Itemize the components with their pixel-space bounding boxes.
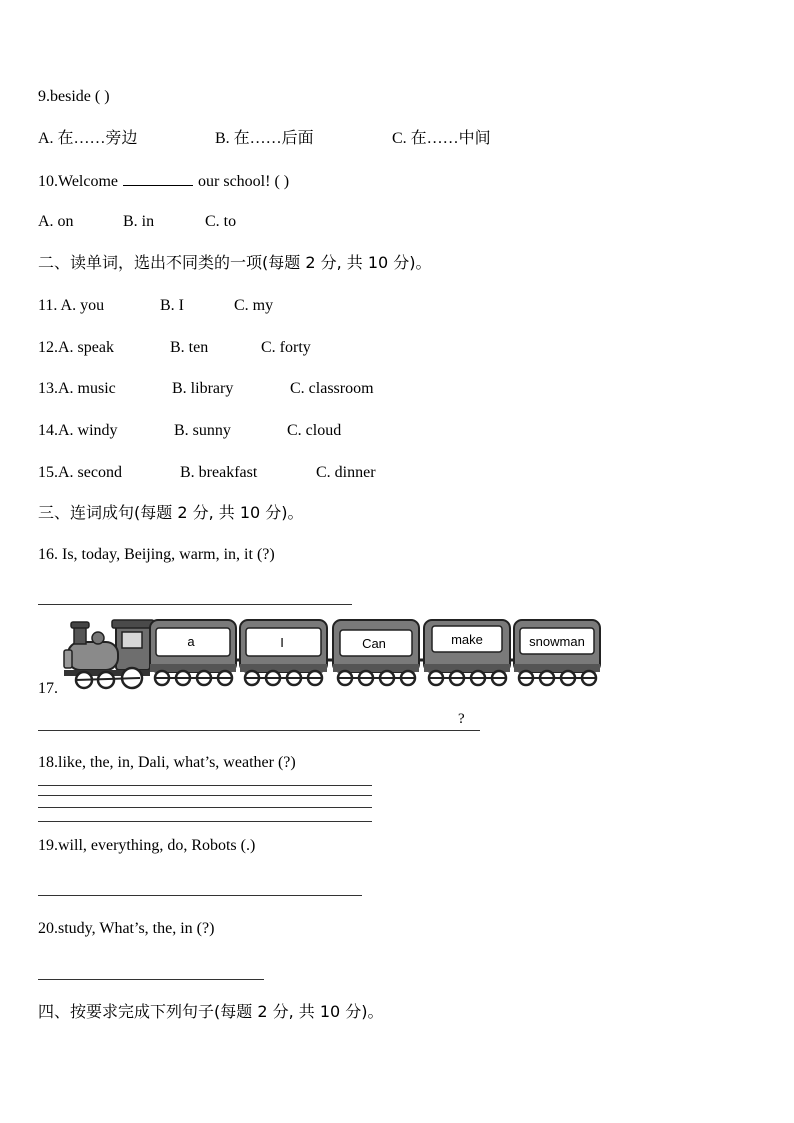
q11 [38,296,273,316]
train-car-1 [150,620,236,685]
q20-stem: 20.study, What’s, the, in (?) [38,920,215,937]
car-label-2: I [280,635,284,650]
q10-option-c: C. to [205,213,237,230]
q10-option-b: B. in [123,213,155,230]
q10-stem-before: 10.Welcome [38,173,123,190]
q15-option-c: C. dinner [316,464,376,481]
q10-blank [123,171,193,186]
q18-line-4 [38,821,372,822]
q14-option-c: C. cloud [287,422,342,439]
q16-answer-line[interactable] [38,604,352,605]
q15-option-a: 15.A. second [38,464,122,481]
q16-stem: 16. Is, today, Beijing, warm, in, it (?) [38,546,275,563]
section-2-title: 二、读单词，选出不同类的一项(每题 2 分, 共 10 分)。 [38,253,432,272]
train-car-4 [424,620,510,685]
q18-line-3 [38,807,372,808]
q13-option-b: B. library [172,380,234,397]
car-label-4: make [451,632,483,647]
q20-answer-line[interactable] [38,979,264,980]
q12-option-c: C. forty [261,339,311,356]
q9-options [38,129,491,149]
locomotive-icon [64,620,154,688]
q18-line-2 [38,795,372,796]
q10-option-a: A. on [38,213,74,230]
q9-option-a: A. 在……旁边 [38,130,138,147]
q17-answer-line[interactable] [38,730,480,731]
train-car-2 [240,620,327,685]
q18-line-1 [38,785,372,786]
q10-stem [38,171,289,192]
q13-option-c: C. classroom [290,380,374,397]
train-car-5 [514,620,600,685]
car-label-3: Can [362,636,386,651]
q12-option-b: B. ten [170,339,209,356]
q12-option-a: 12.A. speak [38,339,114,356]
q13-option-a: 13.A. music [38,380,116,397]
car-label-1: a [187,634,195,649]
q17-end-mark: ? [458,711,465,727]
q14 [38,421,341,441]
q12 [38,338,311,358]
q9-option-c: C. 在……中间 [392,130,491,147]
section-4-title: 四、按要求完成下列句子(每题 2 分, 共 10 分)。 [38,1002,384,1021]
q9-stem: 9.beside ( ) [38,88,110,105]
q19-stem: 19.will, everything, do, Robots (.) [38,837,256,854]
q11-option-a: 11. A. you [38,297,105,314]
q11-option-b: B. I [160,297,184,314]
q17-number: 17. [38,680,58,697]
section-3-title: 三、连词成句(每题 2 分, 共 10 分)。 [38,503,304,522]
car-label-5: snowman [529,634,585,649]
q10-stem-after: our school! ( ) [194,173,290,190]
q13 [38,379,374,399]
train-car-3 [333,620,419,685]
q14-option-a: 14.A. windy [38,422,118,439]
q9-option-b: B. 在……后面 [215,130,314,147]
q19-answer-line[interactable] [38,895,362,896]
q15-option-b: B. breakfast [180,464,258,481]
q15 [38,463,376,483]
q11-option-c: C. my [234,297,274,314]
q18-stem: 18.like, the, in, Dali, what’s, weather (?) [38,754,296,771]
q14-option-b: B. sunny [174,422,231,439]
q10-options [38,212,236,232]
train-illustration [60,612,605,692]
